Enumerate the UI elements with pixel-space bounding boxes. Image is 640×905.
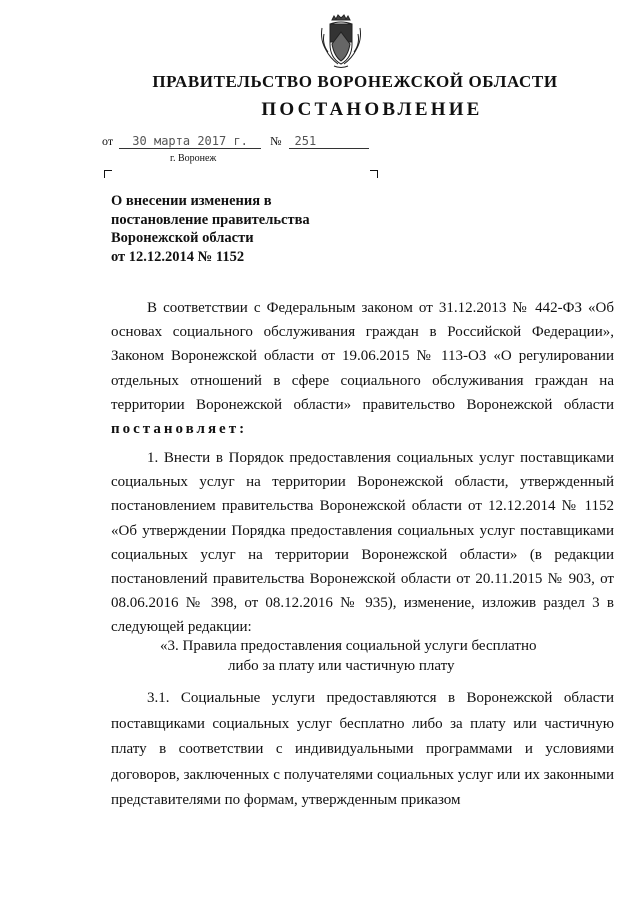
date-number-line <box>102 134 369 149</box>
document-number: 251 <box>289 134 369 149</box>
section-heading-line: либо за плату или частичную плату <box>228 658 455 674</box>
subject-line: от 12.12.2014 № 1152 <box>111 248 245 265</box>
government-name: ПРАВИТЕЛЬСТВО ВОРОНЕЖСКОЙ ОБЛАСТИ <box>152 72 558 91</box>
subject-line: постановление правительства <box>111 211 310 228</box>
subject-line: Воронежской области <box>111 230 254 246</box>
document-subject <box>111 192 371 266</box>
resolution-keyword-colon: : <box>239 421 248 438</box>
section-heading <box>160 636 580 676</box>
clause-3-1-paragraph: 3.1. Социальные услуги предоставляются в Воронежской области поставщиками социальных услуг бесплатно либо за плату или частичную плату в соответствии с индивидуальными программами и условиями договоров, заключенных с получателями социальных услуг или их законными представителями по формам, утвержденным приказом <box>111 690 614 808</box>
voronezh-coat-of-arms-icon <box>318 14 364 70</box>
city-name: г. Воронеж <box>170 153 217 164</box>
date-prefix: от <box>102 134 114 148</box>
corner-mark-left <box>104 170 112 178</box>
document-date: 30 марта 2017 г. <box>119 134 261 149</box>
preamble-paragraph <box>111 296 614 441</box>
document-type: ПОСТАНОВЛЕНИЕ <box>261 99 483 120</box>
number-prefix: № <box>270 134 282 148</box>
clause-1-paragraph: 1. Внести в Порядок предоставления социальных услуг поставщиками социальных услуг на территории Воронежской области, утвержденный постановлением правительства Воронежской области от 12.12.2014 № 1152 «Об утверждении Порядка предоставления социальных услуг поставщиками социальных услуг на территории Воронежской области» (в редакции постановлений правительства Воронежской области от 20.11.2015 № 903, от 08.06.2016 № 398, от 08.12.2016 № 935), изменение, изложив раздел 3 в следующей редакции: <box>111 450 614 636</box>
resolution-keyword: постановляет <box>111 421 240 438</box>
section-heading-line: «3. Правила предоставления социальной услуги бесплатно <box>160 638 537 654</box>
subject-line: О внесении изменения в <box>111 193 272 209</box>
corner-mark-right <box>370 170 378 178</box>
preamble-text: В соответствии с Федеральным законом от 31.12.2013 № 442-ФЗ «Об основах социального обслуживания граждан в Российской Федерации», Законом Воронежской области от 19.06.2015 № 113-ОЗ «О регулировании отдельных отношений в сфере социального обслуживания граждан на территории Воронежской области» правительство Воронежской области <box>111 300 614 413</box>
